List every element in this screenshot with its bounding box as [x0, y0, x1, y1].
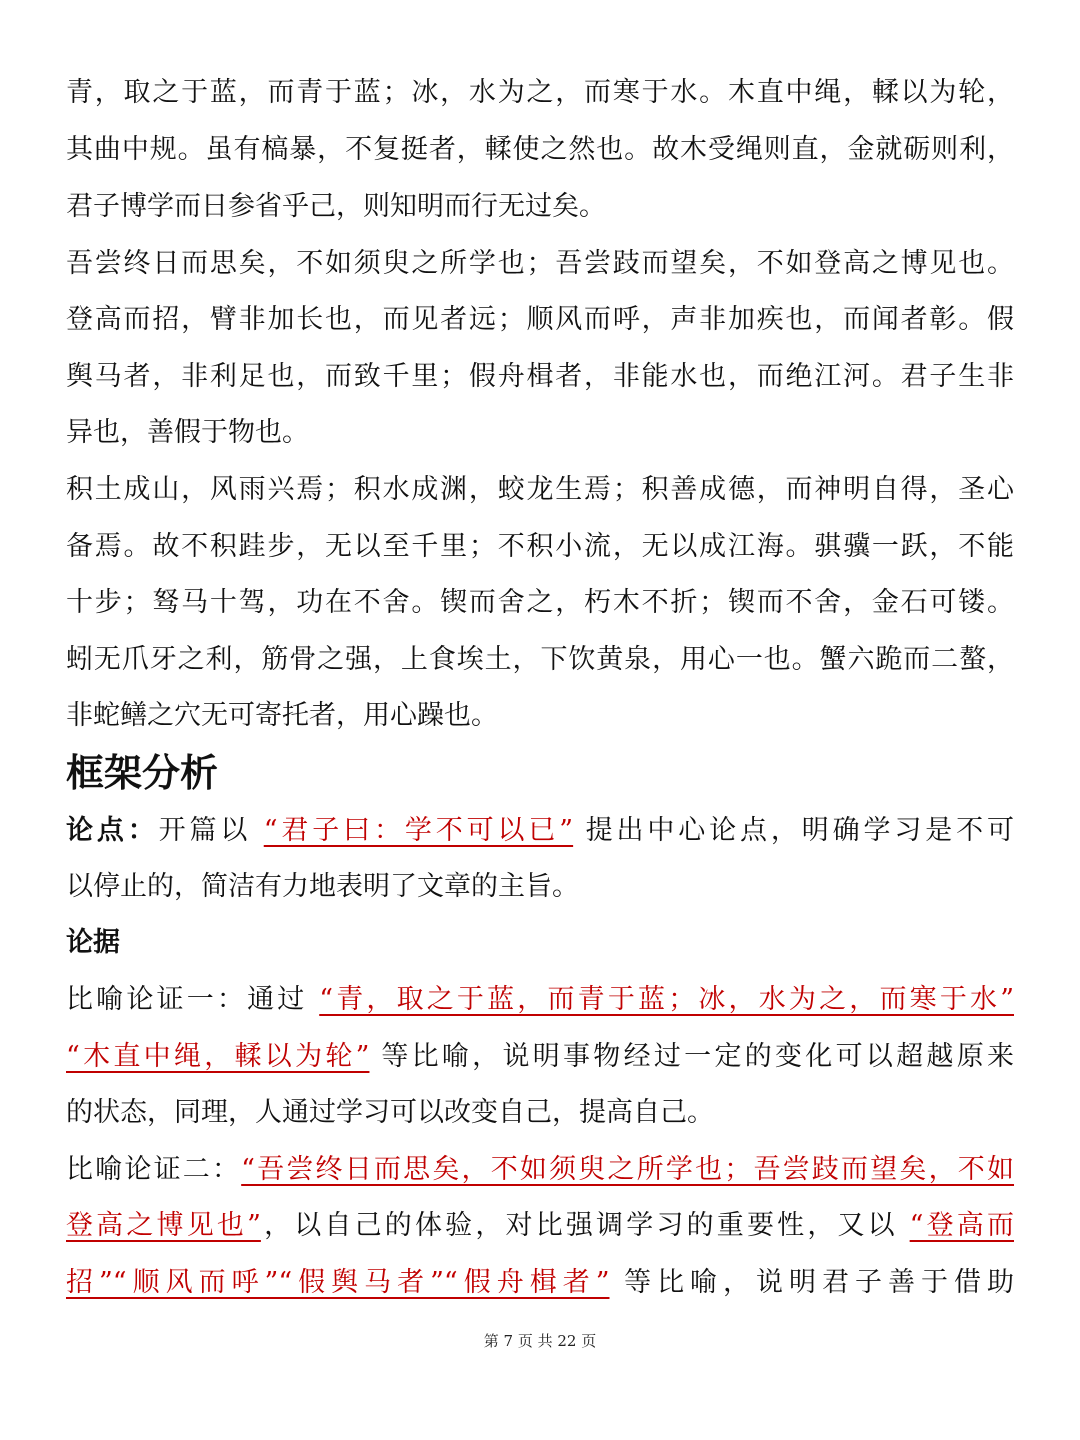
text-segment: 以停止的，简洁有力地表明了文章的主旨。	[66, 871, 579, 902]
page-number: 第 7 页 共 22 页	[483, 1332, 597, 1350]
quoted-citation: “木直中绳，輮以为轮”	[66, 1041, 370, 1072]
text-segment: 登高而招，臂非加长也，而见者远；顺风而呼，声非加疾也，而闻者彰。假	[66, 304, 1014, 335]
text-segment: 比喻论证二：	[66, 1154, 242, 1185]
text-line	[66, 696, 1014, 736]
text-segment: 等比喻，说明君子善于借助	[609, 1267, 1014, 1298]
text-line	[66, 357, 1014, 397]
text-segment: 备焉。故不积跬步，无以至千里；不积小流，无以成江海。骐骥一跃，不能	[66, 531, 1014, 562]
quoted-citation: “君子曰：学不可以已”	[263, 815, 574, 846]
text-line	[66, 527, 1014, 567]
text-segment: 的状态，同理，人通过学习可以改变自己，提高自己。	[66, 1097, 714, 1128]
analysis-line	[66, 811, 1014, 851]
text-segment: 吾尝终日而思矣，不如须臾之所学也；吾尝跂而望矣，不如登高之博见也。	[66, 248, 1014, 279]
text-line	[66, 300, 1014, 340]
text-segment: 异也，善假于物也。	[66, 417, 309, 448]
text-segment: 提出中心论点，明确学习是不可	[573, 815, 1014, 846]
label-text: 论点：	[66, 815, 159, 846]
text-segment: 十步；驽马十驾，功在不舍。锲而舍之，朽木不折；锲而不舍，金石可镂。	[66, 587, 1014, 618]
quoted-citation: “吾尝终日而思矣，不如须臾之所学也；吾尝跂而望矣，不如	[241, 1154, 1015, 1185]
text-line	[66, 640, 1014, 680]
analysis-line	[66, 1093, 1014, 1133]
label-text: 论据	[66, 927, 120, 958]
text-segment: 开篇以	[158, 815, 264, 846]
text-segment: 非蛇鳝之穴无可寄托者，用心躁也。	[66, 700, 498, 731]
analysis-line	[66, 1263, 1014, 1303]
text-segment: 君子博学而日参省乎己，则知明而行无过矣。	[66, 191, 606, 222]
text-segment: 比喻论证一：通过	[66, 984, 320, 1015]
quoted-citation: “青，取之于蓝，而青于蓝；冰，水为之，而寒于水”	[319, 984, 1014, 1015]
text-segment: 其曲中规。虽有槁暴，不复挺者，輮使之然也。故木受绳则直，金就砺则利，	[66, 134, 1014, 165]
quoted-citation: 招”“顺风而呼”“假舆马者”“假舟楫者”	[66, 1267, 610, 1298]
analysis-line	[66, 1150, 1014, 1190]
analysis-line	[66, 867, 1014, 907]
text-line	[66, 130, 1014, 170]
section-heading: 框架分析	[66, 750, 219, 795]
analysis-line	[66, 923, 1014, 963]
quoted-citation: “登高而	[909, 1210, 1014, 1241]
text-segment: 蚓无爪牙之利，筋骨之强，上食埃土，下饮黄泉，用心一也。蟹六跪而二螯，	[66, 644, 1014, 675]
text-line	[66, 470, 1014, 510]
text-segment: 舆马者，非利足也，而致千里；假舟楫者，非能水也，而绝江河。君子生非	[66, 361, 1014, 392]
text-segment: 青，取之于蓝，而青于蓝；冰，水为之，而寒于水。木直中绳，輮以为轮，	[66, 77, 1014, 108]
text-segment: 等比喻，说明事物经过一定的变化可以超越原来	[369, 1041, 1014, 1072]
text-line	[66, 413, 1014, 453]
text-line	[66, 73, 1014, 113]
text-line	[66, 244, 1014, 284]
text-line	[66, 583, 1014, 623]
analysis-line	[66, 980, 1014, 1020]
analysis-line	[66, 1206, 1014, 1246]
text-segment: 积土成山，风雨兴焉；积水成渊，蛟龙生焉；积善成德，而神明自得，圣心	[66, 474, 1014, 505]
quoted-citation: 登高之博见也”	[66, 1210, 261, 1241]
text-segment: ，以自己的体验，对比强调学习的重要性，又以	[260, 1210, 910, 1241]
text-line	[66, 187, 1014, 227]
analysis-line	[66, 1037, 1014, 1077]
